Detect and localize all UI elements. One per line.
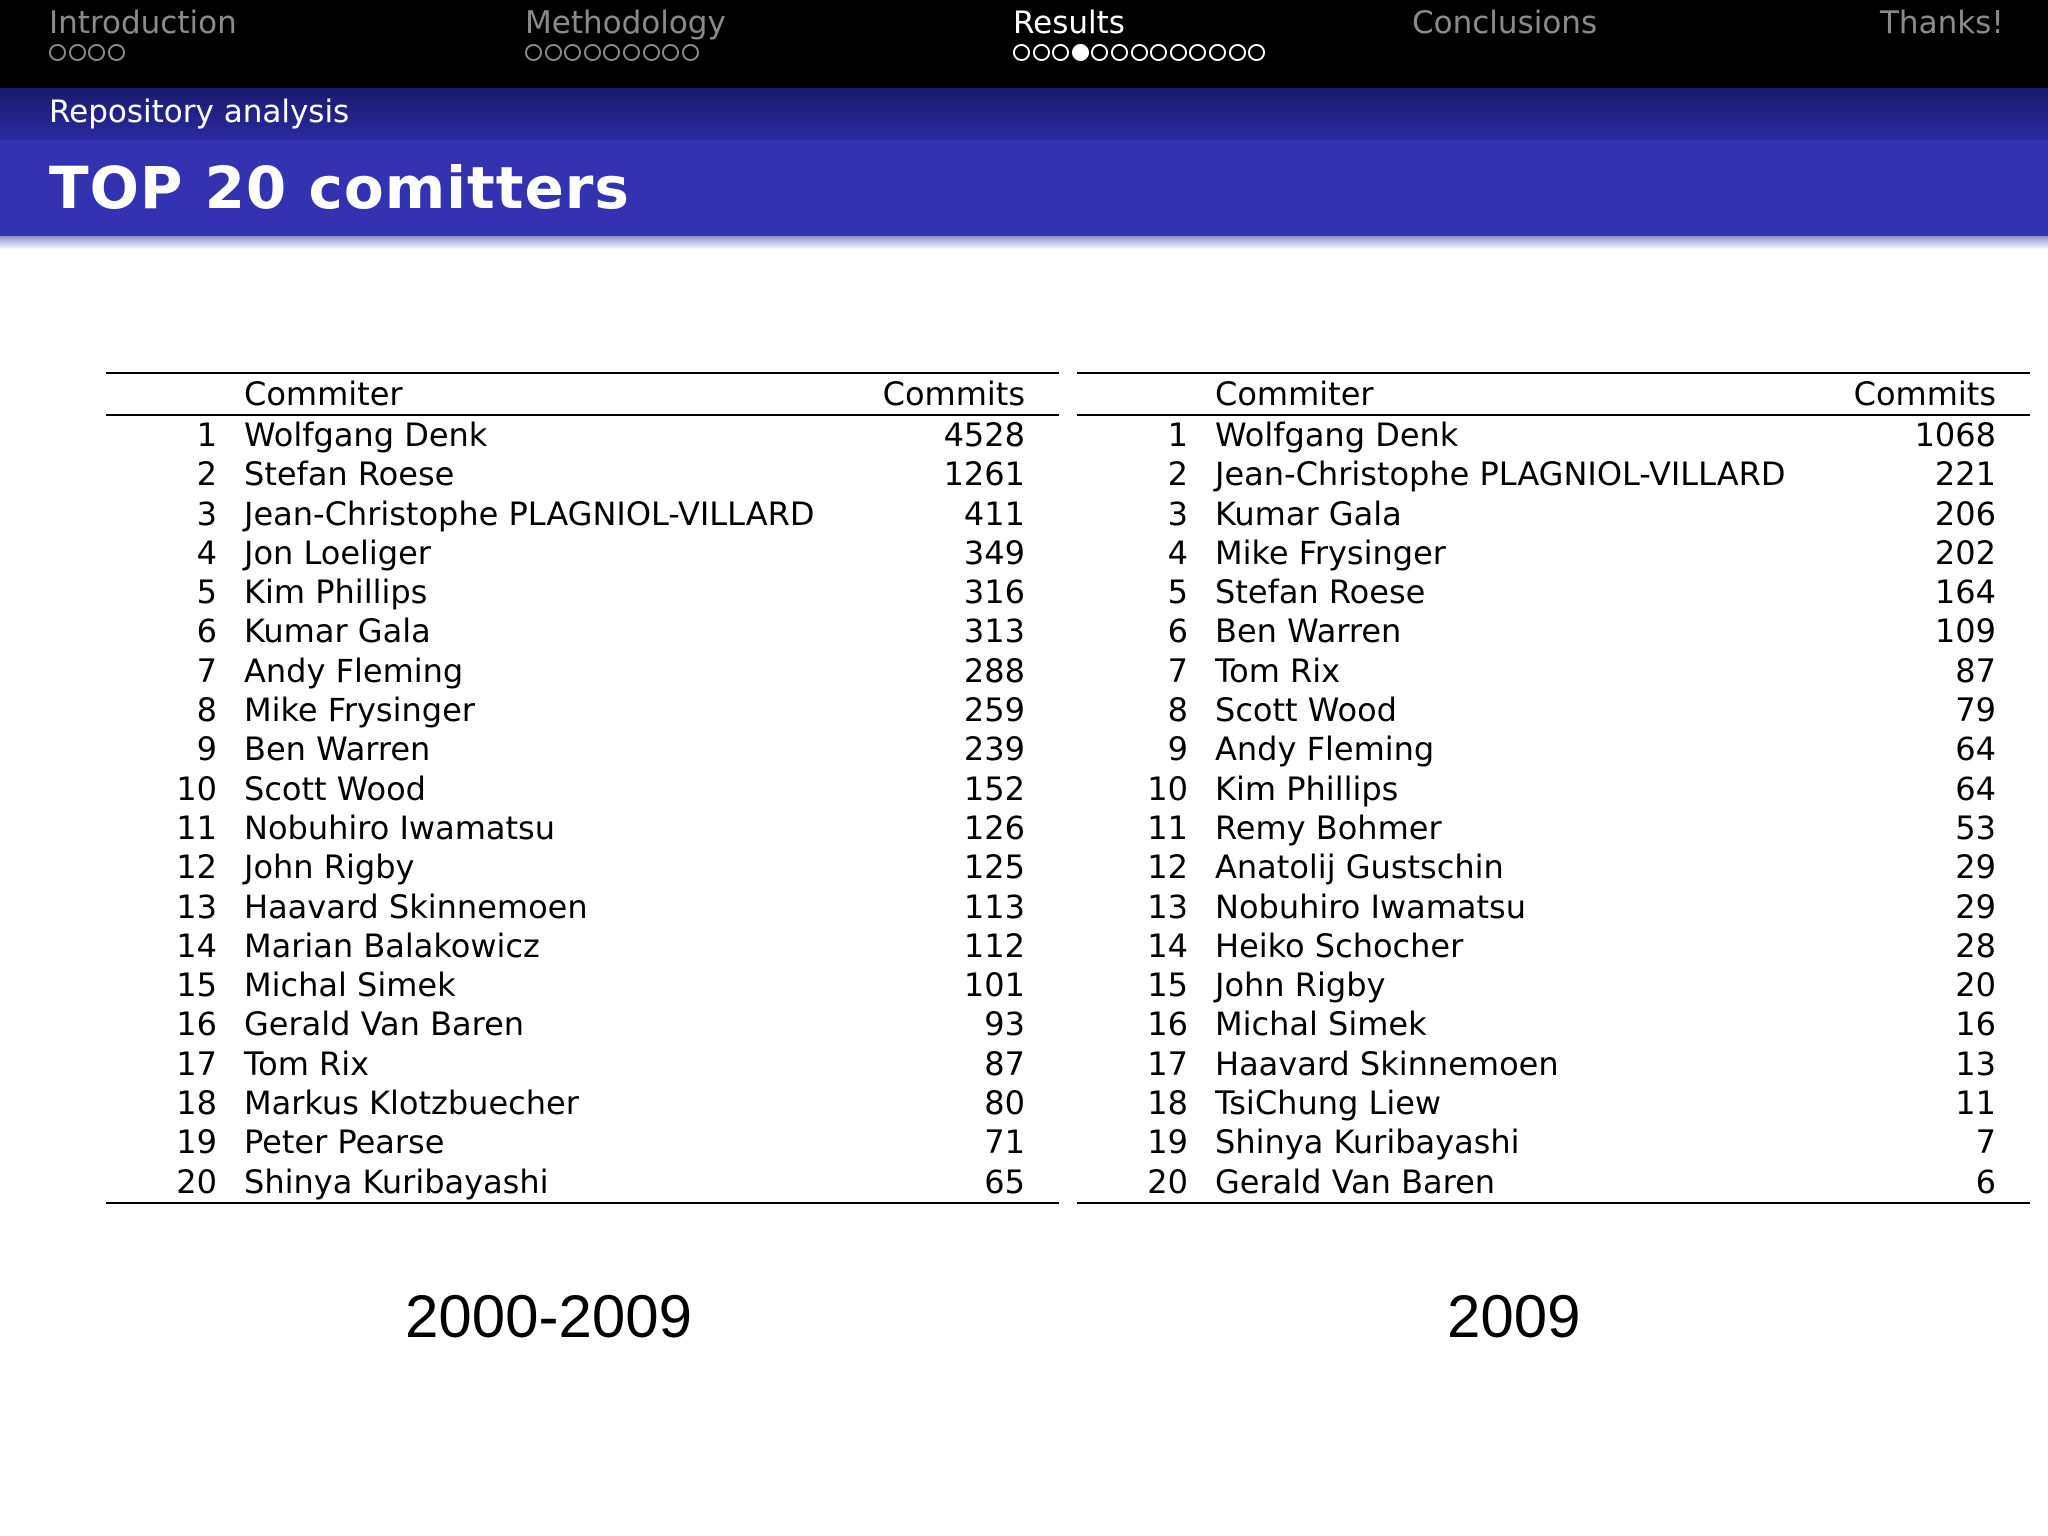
committer-name-cell: Wolfgang Denk: [244, 416, 488, 454]
rank-cell: [106, 770, 244, 809]
commits-count-cell: 65: [825, 1163, 1059, 1203]
committer-name-cell: Nobuhiro Iwamatsu: [244, 808, 555, 847]
frame-dot[interactable]: [1052, 44, 1069, 61]
frame-dot[interactable]: [1111, 44, 1128, 61]
rank-cell: [106, 691, 244, 730]
table-row: [1077, 1163, 2030, 1203]
committer-name-cell: Tom Rix: [1215, 651, 1341, 690]
frame-dot[interactable]: [643, 44, 660, 61]
rank-value: 7: [1167, 651, 1188, 690]
table-body: [106, 415, 1059, 1203]
committer-name-cell: Jean-Christophe PLAGNIOL-VILLARD: [244, 494, 815, 533]
rank-header: [106, 373, 244, 415]
rank-cell: [1077, 612, 1215, 651]
commits-count-cell: 221: [1934, 455, 1996, 494]
table-row: [1077, 1005, 2030, 1044]
committer-name-cell: Gerald Van Baren: [1215, 1163, 1796, 1203]
commits-count-cell: 71: [984, 1123, 1025, 1162]
commits-count-cell: 112: [963, 926, 1025, 965]
rank-cell: [106, 534, 244, 573]
rank-cell: [1077, 1084, 1215, 1123]
frame-dot[interactable]: [603, 44, 620, 61]
committer-name-cell: Michal Simek: [244, 966, 456, 1005]
commits-count-cell: 239: [963, 730, 1025, 769]
rank-cell: [106, 652, 244, 691]
table-row: [1077, 691, 2030, 730]
rank-cell: [106, 927, 244, 966]
table-row: [1077, 495, 2030, 534]
table-row: [106, 415, 1059, 455]
subsection-title: Repository analysis: [49, 94, 350, 130]
rank-cell: [1077, 415, 1215, 455]
rank-value: 15: [1147, 966, 1188, 1005]
committer-name-cell: Remy Bohmer: [1215, 808, 1442, 847]
commits-count-cell: 316: [963, 573, 1025, 612]
committer-name-cell: Stefan Roese: [244, 455, 455, 494]
frame-dot[interactable]: [69, 44, 86, 61]
table-row: [106, 691, 1059, 730]
rank-cell: [106, 730, 244, 769]
rank-cell: [1077, 652, 1215, 691]
table-row: [106, 1045, 1059, 1084]
commits-count-cell: 101: [963, 966, 1025, 1005]
commits-count-cell: 206: [1934, 494, 1996, 533]
nav-section-thanks[interactable]: [1880, 6, 2004, 64]
nav-section-label[interactable]: Methodology: [525, 5, 726, 41]
committer-name-cell: Ben Warren: [1215, 612, 1402, 651]
commits-count-cell: 164: [1934, 573, 1996, 612]
rank-cell: [1077, 966, 1215, 1005]
nav-section-methodology[interactable]: [525, 6, 726, 64]
rank-value: 4: [196, 533, 217, 572]
frame-dot[interactable]: [662, 44, 679, 61]
rank-value: 1: [196, 416, 217, 454]
rank-value: 16: [1147, 1005, 1188, 1044]
rank-header: [1077, 373, 1215, 415]
rank-value: 8: [1167, 691, 1188, 730]
nav-section-conclusions[interactable]: [1412, 6, 1597, 64]
rank-cell: [106, 415, 244, 455]
commits-count-cell: 7: [1975, 1123, 1996, 1162]
rank-cell: [1077, 534, 1215, 573]
table-row: [1077, 652, 2030, 691]
nav-section-label[interactable]: Thanks!: [1880, 5, 2004, 41]
committer-name-cell: Kim Phillips: [1215, 769, 1399, 808]
rank-value: 7: [196, 651, 217, 690]
current-frame-dot[interactable]: [1072, 44, 1089, 61]
rank-cell: [106, 495, 244, 534]
commits-count-cell: 29: [1955, 887, 1996, 926]
frame-dot[interactable]: [525, 44, 542, 61]
frame-dot[interactable]: [1013, 44, 1030, 61]
rank-cell: [1077, 1045, 1215, 1084]
nav-frame-dots: [1412, 44, 1597, 64]
table-row: [1077, 966, 2030, 1005]
rank-value: 11: [176, 808, 217, 847]
table-row: [1077, 573, 2030, 612]
table-row: [1077, 1045, 2030, 1084]
commits-count-cell: 113: [963, 887, 1025, 926]
frame-dot[interactable]: [1229, 44, 1246, 61]
committer-name-cell: Tom Rix: [244, 1044, 370, 1083]
rank-cell: [106, 966, 244, 1005]
rank-value: 3: [1167, 494, 1188, 533]
commits-count-cell: 126: [963, 808, 1025, 847]
committer-name-cell: Mike Frysinger: [244, 691, 475, 730]
rank-value: 20: [1147, 1162, 1188, 1201]
rank-value: 11: [1147, 808, 1188, 847]
table-row: [1077, 534, 2030, 573]
frame-dot[interactable]: [545, 44, 562, 61]
commits-count-cell: 1261: [943, 455, 1025, 494]
rank-value: 2: [1167, 455, 1188, 494]
commits-count-cell: 349: [963, 533, 1025, 572]
committer-name-cell: Peter Pearse: [244, 1123, 445, 1162]
table-row: [1077, 848, 2030, 887]
committer-name-cell: Scott Wood: [1215, 691, 1397, 730]
committers-table-2000-2009: [106, 372, 1059, 1204]
table-row: [106, 652, 1059, 691]
rank-value: 10: [1147, 769, 1188, 808]
nav-section-introduction[interactable]: [49, 6, 237, 64]
committer-name-cell: Haavard Skinnemoen: [1215, 1044, 1559, 1083]
rank-value: 5: [1167, 573, 1188, 612]
table-row: [106, 455, 1059, 494]
nav-frame-dots: [1880, 44, 2004, 64]
rank-cell: [1077, 770, 1215, 809]
table-row: [106, 612, 1059, 651]
rank-value: 18: [176, 1084, 217, 1123]
committer-name-cell: Mike Frysinger: [1215, 533, 1446, 572]
rank-value: 6: [196, 612, 217, 651]
table-row: [106, 927, 1059, 966]
frame-dot[interactable]: [1033, 44, 1050, 61]
table-body: [1077, 415, 2030, 1203]
commits-header: Commits: [1796, 373, 2030, 415]
rank-value: 9: [1167, 730, 1188, 769]
commits-count-cell: 87: [984, 1044, 1025, 1083]
table-row: [1077, 455, 2030, 494]
frame-dot[interactable]: [564, 44, 581, 61]
commits-count-cell: 288: [963, 651, 1025, 690]
table-row: [106, 1163, 1059, 1203]
committer-name-cell: Haavard Skinnemoen: [244, 887, 588, 926]
committer-header: Commiter: [244, 373, 825, 415]
rank-cell: [1077, 927, 1215, 966]
committer-name-cell: Scott Wood: [244, 769, 426, 808]
committer-name-cell: Michal Simek: [1215, 1005, 1427, 1044]
nav-frame-dots: [1013, 44, 1268, 64]
frame-dot[interactable]: [682, 44, 699, 61]
rank-cell: [106, 888, 244, 927]
rank-cell: [106, 1005, 244, 1044]
commits-count-cell: 13: [1955, 1044, 1996, 1083]
rank-cell: [1077, 1123, 1215, 1162]
rank-value: 15: [176, 966, 217, 1005]
committer-name-cell: Kim Phillips: [244, 573, 428, 612]
commits-count-cell: 53: [1955, 808, 1996, 847]
rank-value: 12: [176, 848, 217, 887]
table-row: [106, 888, 1059, 927]
table-row: [1077, 415, 2030, 455]
rank-cell: [1077, 848, 1215, 887]
commits-count-cell: 259: [963, 691, 1025, 730]
nav-frame-dots: [525, 44, 726, 64]
rank-cell: [1077, 809, 1215, 848]
commits-count-cell: 20: [1955, 966, 1996, 1005]
rank-value: 10: [176, 769, 217, 808]
table-row: [1077, 1084, 2030, 1123]
subsection-bar: [0, 88, 2048, 140]
commits-count-cell: 29: [1955, 848, 1996, 887]
rank-value: 20: [176, 1162, 217, 1201]
rank-cell: [106, 573, 244, 612]
committer-name-cell: Ben Warren: [244, 730, 431, 769]
table-header-row: [106, 373, 1059, 415]
rank-value: 13: [176, 887, 217, 926]
rank-cell: [1077, 691, 1215, 730]
committer-name-cell: Andy Fleming: [244, 651, 464, 690]
frame-dot[interactable]: [584, 44, 601, 61]
frame-dot[interactable]: [1091, 44, 1108, 61]
table-row: [1077, 888, 2030, 927]
rank-value: 16: [176, 1005, 217, 1044]
rank-cell: [106, 1123, 244, 1162]
table-row: [1077, 1123, 2030, 1162]
rank-cell: [1077, 888, 1215, 927]
rank-value: 13: [1147, 887, 1188, 926]
rank-cell: [1077, 1005, 1215, 1044]
commits-header: Commits: [825, 373, 1059, 415]
committer-name-cell: Kumar Gala: [244, 612, 431, 651]
frame-dot[interactable]: [1150, 44, 1167, 61]
frame-dot[interactable]: [1131, 44, 1148, 61]
rank-value: 5: [196, 573, 217, 612]
table-row: [106, 966, 1059, 1005]
rank-value: 9: [196, 730, 217, 769]
commits-count-cell: 28: [1955, 926, 1996, 965]
commits-count-cell: 152: [963, 769, 1025, 808]
committer-name-cell: Shinya Kuribayashi: [1215, 1123, 1520, 1162]
committer-name-cell: Anatolij Gustschin: [1215, 848, 1504, 887]
frame-dot[interactable]: [108, 44, 125, 61]
table-row: [106, 809, 1059, 848]
rank-cell: [1077, 1163, 1215, 1203]
rank-cell: [1077, 730, 1215, 769]
commits-count-cell: 93: [984, 1005, 1025, 1044]
rank-value: 12: [1147, 848, 1188, 887]
committers-table: [1077, 372, 2030, 1204]
table-row: [106, 534, 1059, 573]
committer-name-cell: Markus Klotzbuecher: [244, 1084, 579, 1123]
rank-cell: [1077, 455, 1215, 494]
commits-count-cell: 125: [963, 848, 1025, 887]
frame-dot[interactable]: [49, 44, 66, 61]
committer-name-cell: Andy Fleming: [1215, 730, 1435, 769]
frame-dot[interactable]: [1170, 44, 1187, 61]
commits-count-cell: 411: [963, 494, 1025, 533]
rank-cell: [106, 809, 244, 848]
table-row: [106, 848, 1059, 887]
commits-count-cell: 64: [1955, 769, 1996, 808]
committers-table-2009: [1077, 372, 2030, 1204]
frame-dot[interactable]: [88, 44, 105, 61]
table-row: [1077, 927, 2030, 966]
table-row: [106, 730, 1059, 769]
table-row: [1077, 730, 2030, 769]
caption-period-right: 2009: [1447, 1283, 1581, 1350]
rank-value: 14: [176, 926, 217, 965]
table-row: [106, 770, 1059, 809]
rank-value: 6: [1167, 612, 1188, 651]
commits-count-cell: 11: [1955, 1084, 1996, 1123]
nav-section-label[interactable]: Introduction: [49, 5, 237, 41]
commits-count-cell: 80: [984, 1084, 1025, 1123]
rank-value: 2: [196, 455, 217, 494]
frame-dot[interactable]: [623, 44, 640, 61]
commits-count-cell: 4528: [943, 416, 1025, 454]
rank-value: 18: [1147, 1084, 1188, 1123]
frame-title-bar: [0, 140, 2048, 236]
commits-count-cell: 6: [1796, 1163, 2030, 1203]
table-row: [106, 1084, 1059, 1123]
committer-name-cell: Jean-Christophe PLAGNIOL-VILLARD: [1215, 455, 1786, 494]
committer-name-cell: John Rigby: [244, 848, 415, 887]
table-row: [1077, 612, 2030, 651]
frame-dot[interactable]: [1189, 44, 1206, 61]
commits-count-cell: 313: [963, 612, 1025, 651]
frame-title: TOP 20 comitters: [49, 154, 630, 222]
table-row: [1077, 770, 2030, 809]
rank-value: 8: [196, 691, 217, 730]
commits-count-cell: 87: [1955, 651, 1996, 690]
committer-name-cell: Nobuhiro Iwamatsu: [1215, 887, 1526, 926]
committer-header: Commiter: [1215, 373, 1796, 415]
nav-section-label[interactable]: Results: [1013, 5, 1125, 41]
table-row: [106, 1005, 1059, 1044]
table-row: [1077, 809, 2030, 848]
nav-frame-dots: [49, 44, 237, 64]
rank-cell: [106, 848, 244, 887]
committer-name-cell: Wolfgang Denk: [1215, 416, 1459, 454]
caption-period-left: 2000-2009: [405, 1283, 692, 1350]
committer-name-cell: Shinya Kuribayashi: [244, 1163, 825, 1203]
rank-value: 3: [196, 494, 217, 533]
committer-name-cell: Marian Balakowicz: [244, 926, 540, 965]
committer-name-cell: John Rigby: [1215, 966, 1386, 1005]
committer-name-cell: Heiko Schocher: [1215, 926, 1464, 965]
frame-dot[interactable]: [1248, 44, 1265, 61]
frame-dot[interactable]: [1209, 44, 1226, 61]
rank-value: 19: [1147, 1123, 1188, 1162]
rank-cell: [1077, 495, 1215, 534]
rank-cell: [106, 1045, 244, 1084]
title-bar-shadow: [0, 236, 2048, 250]
commits-count-cell: 202: [1934, 533, 1996, 572]
committer-name-cell: Kumar Gala: [1215, 494, 1402, 533]
rank-cell: [106, 1084, 244, 1123]
rank-cell: [1077, 573, 1215, 612]
committer-name-cell: TsiChung Liew: [1215, 1084, 1442, 1123]
commits-count-cell: 16: [1955, 1005, 1996, 1044]
commits-count-cell: 64: [1955, 730, 1996, 769]
rank-value: 17: [1147, 1044, 1188, 1083]
committer-name-cell: Stefan Roese: [1215, 573, 1426, 612]
commits-count-cell: 79: [1955, 691, 1996, 730]
nav-section-results[interactable]: [1013, 6, 1268, 64]
table-row: [106, 1123, 1059, 1162]
rank-value: 14: [1147, 926, 1188, 965]
nav-section-label[interactable]: Conclusions: [1412, 5, 1598, 41]
committer-name-cell: Gerald Van Baren: [244, 1005, 525, 1044]
commits-count-cell: 109: [1934, 612, 1996, 651]
rank-cell: [106, 455, 244, 494]
committer-name-cell: Jon Loeliger: [244, 533, 431, 572]
rank-value: 4: [1167, 533, 1188, 572]
section-navigation-bar: [0, 0, 2048, 88]
rank-value: 17: [176, 1044, 217, 1083]
rank-value: 1: [1167, 416, 1188, 454]
committers-table: [106, 372, 1059, 1204]
commits-count-cell: 1068: [1914, 416, 1996, 454]
table-header-row: [1077, 373, 2030, 415]
rank-cell: [106, 1163, 244, 1203]
table-row: [106, 573, 1059, 612]
table-row: [106, 495, 1059, 534]
rank-value: 19: [176, 1123, 217, 1162]
rank-cell: [106, 612, 244, 651]
